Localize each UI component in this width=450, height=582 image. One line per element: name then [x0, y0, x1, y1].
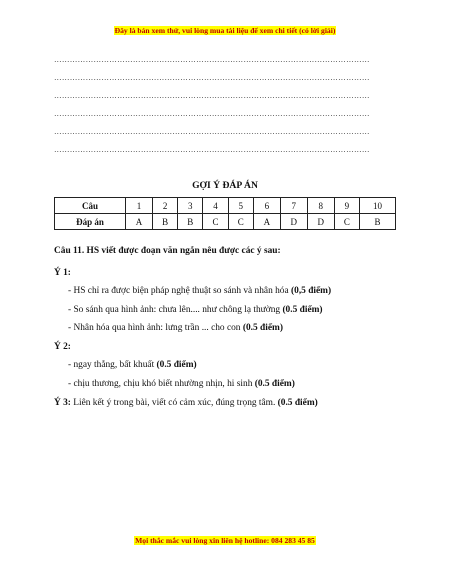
idea-item-score: (0.5 điểm): [242, 323, 283, 333]
preview-notice-text: Đây là bản xem thử, vui lòng mua tài liệu để xem chi tiết (có lời giải): [114, 26, 336, 35]
answer-cell: D: [307, 214, 334, 230]
question-number-cell: 1: [126, 198, 153, 214]
answer-cell: A: [253, 214, 280, 230]
answer-line: …………………………………………………………………………………………………………: [54, 73, 370, 82]
answer-cell: C: [228, 214, 253, 230]
idea-item-text: - Nhân hóa qua hình ảnh: lưng trần ... cho con: [68, 323, 243, 333]
idea-3-line: [54, 397, 318, 409]
answer-line: …………………………………………………………………………………………………………: [54, 127, 370, 136]
answer-cell: D: [280, 214, 307, 230]
answer-line: …………………………………………………………………………………………………………: [54, 91, 370, 100]
idea-item-score: (0.5 điểm): [156, 360, 197, 370]
idea-item-score: (0.5 điểm): [282, 305, 323, 315]
answer-line: …………………………………………………………………………………………………………: [54, 145, 370, 154]
answer-cell: C: [334, 214, 359, 230]
question-number-cell: 6: [253, 198, 280, 214]
preview-notice-banner: [0, 26, 450, 36]
question-number-cell: 9: [334, 198, 359, 214]
idea-1-item: [68, 322, 283, 334]
question-number-cell: 8: [307, 198, 334, 214]
question-number-cell: 5: [228, 198, 253, 214]
idea-3-text: Liên kết ý trong bài, viết có cảm xúc, đúng trọng tâm.: [70, 398, 278, 408]
idea-item-text: - chịu thương, chịu khó biết nhường nhịn, hi sinh: [68, 379, 255, 389]
answer-cell: A: [126, 214, 153, 230]
idea-2-item: [68, 359, 197, 371]
idea-3-label: Ý 3:: [54, 398, 71, 408]
question-number-cell: 10: [359, 198, 395, 214]
answer-row: [55, 214, 396, 230]
answer-line: …………………………………………………………………………………………………………: [54, 55, 370, 64]
question-number-cell: 4: [203, 198, 228, 214]
answer-key-table: [54, 197, 396, 230]
question-number-cell: 7: [280, 198, 307, 214]
answer-cell: B: [178, 214, 203, 230]
answer-row-header: Đáp án: [55, 214, 126, 230]
idea-2-label: Ý 2:: [54, 342, 71, 352]
question-row-header: Câu: [55, 198, 126, 214]
idea-1-item: [68, 285, 331, 297]
idea-item-text: - HS chỉ ra được biện pháp nghệ thuật so sánh và nhân hóa: [68, 286, 292, 296]
question-number-cell: 3: [178, 198, 203, 214]
question-number-row: [55, 198, 396, 214]
idea-3-score: (0.5 điểm): [277, 398, 318, 408]
idea-item-text: - So sánh qua hình ảnh: chưa lên.... như chông lạ thường: [68, 305, 283, 315]
idea-item-score: (0.5 điểm): [254, 379, 295, 389]
hotline-banner: [0, 536, 450, 546]
idea-1-label: Ý 1:: [54, 268, 71, 278]
question-number-cell: 2: [152, 198, 177, 214]
idea-1-item: [68, 304, 323, 316]
question-11-heading: Câu 11. HS viết được đoạn văn ngắn nêu được các ý sau:: [54, 246, 281, 256]
idea-item-text: - ngay thẳng, bất khuất: [68, 360, 157, 370]
idea-item-score: (0,5 điểm): [291, 286, 332, 296]
answer-cell: B: [152, 214, 177, 230]
answer-key-title: GỢI Ý ĐÁP ÁN: [192, 180, 258, 191]
answer-cell: B: [359, 214, 395, 230]
idea-2-item: [68, 378, 295, 390]
hotline-text: Mọi thắc mắc vui lòng xin liên hệ hotline: 084 283 45 85: [135, 536, 315, 545]
answer-line: …………………………………………………………………………………………………………: [54, 109, 370, 118]
answer-cell: C: [203, 214, 228, 230]
